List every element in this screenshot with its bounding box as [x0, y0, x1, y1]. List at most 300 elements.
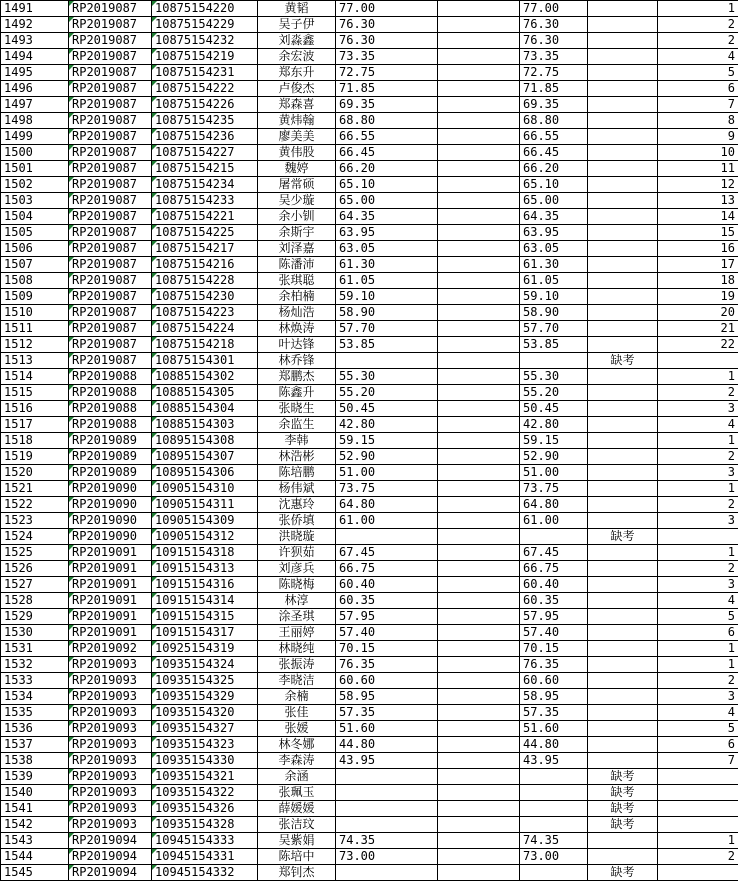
- exam-id-cell[interactable]: [152, 289, 258, 305]
- candidate-name-cell[interactable]: [258, 97, 336, 113]
- candidate-name-cell[interactable]: [258, 833, 336, 849]
- seq-cell[interactable]: [1, 801, 69, 817]
- status-cell[interactable]: [588, 513, 658, 529]
- rank-cell[interactable]: [658, 865, 738, 881]
- empty-cell[interactable]: [438, 545, 520, 561]
- candidate-name-cell[interactable]: [258, 753, 336, 769]
- position-code-cell[interactable]: [69, 561, 152, 577]
- total-score-cell[interactable]: [520, 353, 588, 369]
- rank-cell[interactable]: [658, 769, 738, 785]
- written-score-cell[interactable]: [336, 593, 438, 609]
- status-cell[interactable]: [588, 529, 658, 545]
- exam-id-cell[interactable]: [152, 641, 258, 657]
- total-score-cell[interactable]: [520, 289, 588, 305]
- seq-cell[interactable]: [1, 865, 69, 881]
- seq-cell[interactable]: [1, 273, 69, 289]
- empty-cell[interactable]: [438, 577, 520, 593]
- written-score-cell[interactable]: [336, 817, 438, 833]
- candidate-name-cell[interactable]: [258, 193, 336, 209]
- rank-cell[interactable]: [658, 561, 738, 577]
- rank-cell[interactable]: [658, 81, 738, 97]
- rank-cell[interactable]: [658, 449, 738, 465]
- position-code-cell[interactable]: [69, 33, 152, 49]
- total-score-cell[interactable]: [520, 785, 588, 801]
- status-cell[interactable]: [588, 625, 658, 641]
- seq-cell[interactable]: [1, 529, 69, 545]
- position-code-cell[interactable]: [69, 497, 152, 513]
- candidate-name-cell[interactable]: [258, 225, 336, 241]
- written-score-cell[interactable]: [336, 113, 438, 129]
- candidate-name-cell[interactable]: [258, 273, 336, 289]
- empty-cell[interactable]: [438, 193, 520, 209]
- exam-id-cell[interactable]: [152, 513, 258, 529]
- empty-cell[interactable]: [438, 81, 520, 97]
- position-code-cell[interactable]: [69, 737, 152, 753]
- empty-cell[interactable]: [438, 737, 520, 753]
- position-code-cell[interactable]: [69, 305, 152, 321]
- written-score-cell[interactable]: [336, 705, 438, 721]
- position-code-cell[interactable]: [69, 17, 152, 33]
- written-score-cell[interactable]: [336, 225, 438, 241]
- written-score-cell[interactable]: [336, 465, 438, 481]
- exam-id-cell[interactable]: [152, 817, 258, 833]
- rank-cell[interactable]: [658, 417, 738, 433]
- position-code-cell[interactable]: [69, 465, 152, 481]
- status-cell[interactable]: [588, 609, 658, 625]
- total-score-cell[interactable]: [520, 689, 588, 705]
- empty-cell[interactable]: [438, 209, 520, 225]
- seq-cell[interactable]: [1, 193, 69, 209]
- written-score-cell[interactable]: [336, 513, 438, 529]
- written-score-cell[interactable]: [336, 337, 438, 353]
- status-cell[interactable]: [588, 289, 658, 305]
- status-cell[interactable]: [588, 481, 658, 497]
- seq-cell[interactable]: [1, 849, 69, 865]
- seq-cell[interactable]: [1, 241, 69, 257]
- position-code-cell[interactable]: [69, 1, 152, 17]
- written-score-cell[interactable]: [336, 657, 438, 673]
- position-code-cell[interactable]: [69, 273, 152, 289]
- empty-cell[interactable]: [438, 673, 520, 689]
- rank-cell[interactable]: [658, 609, 738, 625]
- rank-cell[interactable]: [658, 785, 738, 801]
- candidate-name-cell[interactable]: [258, 609, 336, 625]
- exam-id-cell[interactable]: [152, 369, 258, 385]
- total-score-cell[interactable]: [520, 369, 588, 385]
- empty-cell[interactable]: [438, 785, 520, 801]
- exam-id-cell[interactable]: [152, 49, 258, 65]
- candidate-name-cell[interactable]: [258, 129, 336, 145]
- rank-cell[interactable]: [658, 721, 738, 737]
- total-score-cell[interactable]: [520, 129, 588, 145]
- empty-cell[interactable]: [438, 865, 520, 881]
- rank-cell[interactable]: [658, 49, 738, 65]
- candidate-name-cell[interactable]: [258, 785, 336, 801]
- seq-cell[interactable]: [1, 705, 69, 721]
- written-score-cell[interactable]: [336, 353, 438, 369]
- total-score-cell[interactable]: [520, 817, 588, 833]
- empty-cell[interactable]: [438, 145, 520, 161]
- seq-cell[interactable]: [1, 289, 69, 305]
- total-score-cell[interactable]: [520, 257, 588, 273]
- status-cell[interactable]: [588, 49, 658, 65]
- status-cell[interactable]: [588, 113, 658, 129]
- seq-cell[interactable]: [1, 369, 69, 385]
- status-cell[interactable]: [588, 305, 658, 321]
- total-score-cell[interactable]: [520, 849, 588, 865]
- exam-id-cell[interactable]: [152, 401, 258, 417]
- candidate-name-cell[interactable]: [258, 337, 336, 353]
- total-score-cell[interactable]: [520, 481, 588, 497]
- rank-cell[interactable]: [658, 657, 738, 673]
- candidate-name-cell[interactable]: [258, 321, 336, 337]
- status-cell[interactable]: [588, 97, 658, 113]
- rank-cell[interactable]: [658, 353, 738, 369]
- position-code-cell[interactable]: [69, 705, 152, 721]
- position-code-cell[interactable]: [69, 545, 152, 561]
- candidate-name-cell[interactable]: [258, 545, 336, 561]
- status-cell[interactable]: [588, 817, 658, 833]
- status-cell[interactable]: [588, 433, 658, 449]
- empty-cell[interactable]: [438, 689, 520, 705]
- written-score-cell[interactable]: [336, 145, 438, 161]
- exam-id-cell[interactable]: [152, 577, 258, 593]
- rank-cell[interactable]: [658, 673, 738, 689]
- status-cell[interactable]: [588, 657, 658, 673]
- rank-cell[interactable]: [658, 481, 738, 497]
- candidate-name-cell[interactable]: [258, 817, 336, 833]
- rank-cell[interactable]: [658, 593, 738, 609]
- seq-cell[interactable]: [1, 433, 69, 449]
- seq-cell[interactable]: [1, 833, 69, 849]
- exam-id-cell[interactable]: [152, 417, 258, 433]
- status-cell[interactable]: [588, 177, 658, 193]
- position-code-cell[interactable]: [69, 657, 152, 673]
- seq-cell[interactable]: [1, 465, 69, 481]
- seq-cell[interactable]: [1, 337, 69, 353]
- rank-cell[interactable]: [658, 305, 738, 321]
- rank-cell[interactable]: [658, 465, 738, 481]
- position-code-cell[interactable]: [69, 97, 152, 113]
- position-code-cell[interactable]: [69, 417, 152, 433]
- rank-cell[interactable]: [658, 705, 738, 721]
- rank-cell[interactable]: [658, 737, 738, 753]
- status-cell[interactable]: [588, 417, 658, 433]
- seq-cell[interactable]: [1, 817, 69, 833]
- status-cell[interactable]: [588, 321, 658, 337]
- seq-cell[interactable]: [1, 225, 69, 241]
- rank-cell[interactable]: [658, 369, 738, 385]
- seq-cell[interactable]: [1, 1, 69, 17]
- empty-cell[interactable]: [438, 1, 520, 17]
- candidate-name-cell[interactable]: [258, 673, 336, 689]
- exam-id-cell[interactable]: [152, 545, 258, 561]
- seq-cell[interactable]: [1, 689, 69, 705]
- exam-id-cell[interactable]: [152, 481, 258, 497]
- rank-cell[interactable]: [658, 577, 738, 593]
- written-score-cell[interactable]: [336, 129, 438, 145]
- candidate-name-cell[interactable]: [258, 433, 336, 449]
- exam-id-cell[interactable]: [152, 65, 258, 81]
- exam-id-cell[interactable]: [152, 657, 258, 673]
- total-score-cell[interactable]: [520, 737, 588, 753]
- written-score-cell[interactable]: [336, 257, 438, 273]
- candidate-name-cell[interactable]: [258, 705, 336, 721]
- candidate-name-cell[interactable]: [258, 65, 336, 81]
- position-code-cell[interactable]: [69, 289, 152, 305]
- exam-id-cell[interactable]: [152, 33, 258, 49]
- total-score-cell[interactable]: [520, 753, 588, 769]
- total-score-cell[interactable]: [520, 593, 588, 609]
- empty-cell[interactable]: [438, 129, 520, 145]
- position-code-cell[interactable]: [69, 513, 152, 529]
- written-score-cell[interactable]: [336, 641, 438, 657]
- written-score-cell[interactable]: [336, 65, 438, 81]
- empty-cell[interactable]: [438, 273, 520, 289]
- exam-id-cell[interactable]: [152, 609, 258, 625]
- empty-cell[interactable]: [438, 353, 520, 369]
- empty-cell[interactable]: [438, 241, 520, 257]
- exam-id-cell[interactable]: [152, 721, 258, 737]
- seq-cell[interactable]: [1, 657, 69, 673]
- candidate-name-cell[interactable]: [258, 593, 336, 609]
- rank-cell[interactable]: [658, 849, 738, 865]
- rank-cell[interactable]: [658, 337, 738, 353]
- status-cell[interactable]: [588, 833, 658, 849]
- position-code-cell[interactable]: [69, 241, 152, 257]
- position-code-cell[interactable]: [69, 449, 152, 465]
- position-code-cell[interactable]: [69, 673, 152, 689]
- status-cell[interactable]: [588, 337, 658, 353]
- total-score-cell[interactable]: [520, 865, 588, 881]
- candidate-name-cell[interactable]: [258, 513, 336, 529]
- total-score-cell[interactable]: [520, 513, 588, 529]
- candidate-name-cell[interactable]: [258, 577, 336, 593]
- empty-cell[interactable]: [438, 401, 520, 417]
- total-score-cell[interactable]: [520, 433, 588, 449]
- written-score-cell[interactable]: [336, 241, 438, 257]
- written-score-cell[interactable]: [336, 385, 438, 401]
- empty-cell[interactable]: [438, 625, 520, 641]
- rank-cell[interactable]: [658, 225, 738, 241]
- seq-cell[interactable]: [1, 625, 69, 641]
- written-score-cell[interactable]: [336, 273, 438, 289]
- seq-cell[interactable]: [1, 497, 69, 513]
- status-cell[interactable]: [588, 241, 658, 257]
- position-code-cell[interactable]: [69, 433, 152, 449]
- candidate-name-cell[interactable]: [258, 481, 336, 497]
- empty-cell[interactable]: [438, 817, 520, 833]
- seq-cell[interactable]: [1, 753, 69, 769]
- total-score-cell[interactable]: [520, 161, 588, 177]
- written-score-cell[interactable]: [336, 721, 438, 737]
- exam-id-cell[interactable]: [152, 209, 258, 225]
- total-score-cell[interactable]: [520, 417, 588, 433]
- position-code-cell[interactable]: [69, 81, 152, 97]
- rank-cell[interactable]: [658, 689, 738, 705]
- total-score-cell[interactable]: [520, 705, 588, 721]
- seq-cell[interactable]: [1, 385, 69, 401]
- position-code-cell[interactable]: [69, 65, 152, 81]
- written-score-cell[interactable]: [336, 33, 438, 49]
- candidate-name-cell[interactable]: [258, 769, 336, 785]
- position-code-cell[interactable]: [69, 225, 152, 241]
- candidate-name-cell[interactable]: [258, 385, 336, 401]
- candidate-name-cell[interactable]: [258, 17, 336, 33]
- candidate-name-cell[interactable]: [258, 721, 336, 737]
- status-cell[interactable]: [588, 497, 658, 513]
- rank-cell[interactable]: [658, 65, 738, 81]
- exam-id-cell[interactable]: [152, 833, 258, 849]
- rank-cell[interactable]: [658, 753, 738, 769]
- total-score-cell[interactable]: [520, 321, 588, 337]
- exam-id-cell[interactable]: [152, 81, 258, 97]
- empty-cell[interactable]: [438, 593, 520, 609]
- status-cell[interactable]: [588, 65, 658, 81]
- written-score-cell[interactable]: [336, 689, 438, 705]
- position-code-cell[interactable]: [69, 625, 152, 641]
- written-score-cell[interactable]: [336, 785, 438, 801]
- position-code-cell[interactable]: [69, 481, 152, 497]
- empty-cell[interactable]: [438, 177, 520, 193]
- written-score-cell[interactable]: [336, 209, 438, 225]
- total-score-cell[interactable]: [520, 545, 588, 561]
- total-score-cell[interactable]: [520, 225, 588, 241]
- rank-cell[interactable]: [658, 257, 738, 273]
- position-code-cell[interactable]: [69, 529, 152, 545]
- written-score-cell[interactable]: [336, 849, 438, 865]
- empty-cell[interactable]: [438, 225, 520, 241]
- candidate-name-cell[interactable]: [258, 401, 336, 417]
- written-score-cell[interactable]: [336, 497, 438, 513]
- total-score-cell[interactable]: [520, 721, 588, 737]
- status-cell[interactable]: [588, 145, 658, 161]
- candidate-name-cell[interactable]: [258, 113, 336, 129]
- candidate-name-cell[interactable]: [258, 257, 336, 273]
- seq-cell[interactable]: [1, 65, 69, 81]
- empty-cell[interactable]: [438, 337, 520, 353]
- total-score-cell[interactable]: [520, 385, 588, 401]
- total-score-cell[interactable]: [520, 305, 588, 321]
- total-score-cell[interactable]: [520, 49, 588, 65]
- exam-id-cell[interactable]: [152, 1, 258, 17]
- status-cell[interactable]: [588, 545, 658, 561]
- written-score-cell[interactable]: [336, 401, 438, 417]
- seq-cell[interactable]: [1, 81, 69, 97]
- empty-cell[interactable]: [438, 481, 520, 497]
- candidate-name-cell[interactable]: [258, 161, 336, 177]
- seq-cell[interactable]: [1, 17, 69, 33]
- position-code-cell[interactable]: [69, 769, 152, 785]
- exam-id-cell[interactable]: [152, 705, 258, 721]
- seq-cell[interactable]: [1, 769, 69, 785]
- exam-id-cell[interactable]: [152, 273, 258, 289]
- status-cell[interactable]: [588, 193, 658, 209]
- exam-id-cell[interactable]: [152, 353, 258, 369]
- total-score-cell[interactable]: [520, 657, 588, 673]
- seq-cell[interactable]: [1, 97, 69, 113]
- seq-cell[interactable]: [1, 785, 69, 801]
- candidate-name-cell[interactable]: [258, 305, 336, 321]
- rank-cell[interactable]: [658, 17, 738, 33]
- total-score-cell[interactable]: [520, 81, 588, 97]
- total-score-cell[interactable]: [520, 241, 588, 257]
- position-code-cell[interactable]: [69, 129, 152, 145]
- position-code-cell[interactable]: [69, 785, 152, 801]
- exam-id-cell[interactable]: [152, 849, 258, 865]
- exam-id-cell[interactable]: [152, 673, 258, 689]
- seq-cell[interactable]: [1, 577, 69, 593]
- status-cell[interactable]: [588, 1, 658, 17]
- position-code-cell[interactable]: [69, 849, 152, 865]
- status-cell[interactable]: [588, 673, 658, 689]
- rank-cell[interactable]: [658, 273, 738, 289]
- seq-cell[interactable]: [1, 417, 69, 433]
- exam-id-cell[interactable]: [152, 177, 258, 193]
- exam-id-cell[interactable]: [152, 257, 258, 273]
- candidate-name-cell[interactable]: [258, 209, 336, 225]
- written-score-cell[interactable]: [336, 625, 438, 641]
- seq-cell[interactable]: [1, 481, 69, 497]
- total-score-cell[interactable]: [520, 113, 588, 129]
- empty-cell[interactable]: [438, 465, 520, 481]
- seq-cell[interactable]: [1, 33, 69, 49]
- seq-cell[interactable]: [1, 113, 69, 129]
- exam-id-cell[interactable]: [152, 113, 258, 129]
- written-score-cell[interactable]: [336, 305, 438, 321]
- status-cell[interactable]: [588, 401, 658, 417]
- exam-id-cell[interactable]: [152, 769, 258, 785]
- written-score-cell[interactable]: [336, 369, 438, 385]
- exam-id-cell[interactable]: [152, 193, 258, 209]
- total-score-cell[interactable]: [520, 561, 588, 577]
- written-score-cell[interactable]: [336, 481, 438, 497]
- candidate-name-cell[interactable]: [258, 177, 336, 193]
- status-cell[interactable]: [588, 561, 658, 577]
- rank-cell[interactable]: [658, 193, 738, 209]
- status-cell[interactable]: [588, 161, 658, 177]
- candidate-name-cell[interactable]: [258, 33, 336, 49]
- seq-cell[interactable]: [1, 161, 69, 177]
- exam-id-cell[interactable]: [152, 737, 258, 753]
- rank-cell[interactable]: [658, 209, 738, 225]
- status-cell[interactable]: [588, 737, 658, 753]
- position-code-cell[interactable]: [69, 337, 152, 353]
- status-cell[interactable]: [588, 785, 658, 801]
- rank-cell[interactable]: [658, 513, 738, 529]
- written-score-cell[interactable]: [336, 673, 438, 689]
- candidate-name-cell[interactable]: [258, 449, 336, 465]
- seq-cell[interactable]: [1, 145, 69, 161]
- exam-id-cell[interactable]: [152, 305, 258, 321]
- candidate-name-cell[interactable]: [258, 561, 336, 577]
- exam-id-cell[interactable]: [152, 145, 258, 161]
- written-score-cell[interactable]: [336, 1, 438, 17]
- written-score-cell[interactable]: [336, 49, 438, 65]
- rank-cell[interactable]: [658, 321, 738, 337]
- status-cell[interactable]: [588, 689, 658, 705]
- exam-id-cell[interactable]: [152, 785, 258, 801]
- rank-cell[interactable]: [658, 1, 738, 17]
- rank-cell[interactable]: [658, 145, 738, 161]
- status-cell[interactable]: [588, 257, 658, 273]
- status-cell[interactable]: [588, 849, 658, 865]
- position-code-cell[interactable]: [69, 161, 152, 177]
- total-score-cell[interactable]: [520, 177, 588, 193]
- exam-id-cell[interactable]: [152, 753, 258, 769]
- empty-cell[interactable]: [438, 49, 520, 65]
- candidate-name-cell[interactable]: [258, 625, 336, 641]
